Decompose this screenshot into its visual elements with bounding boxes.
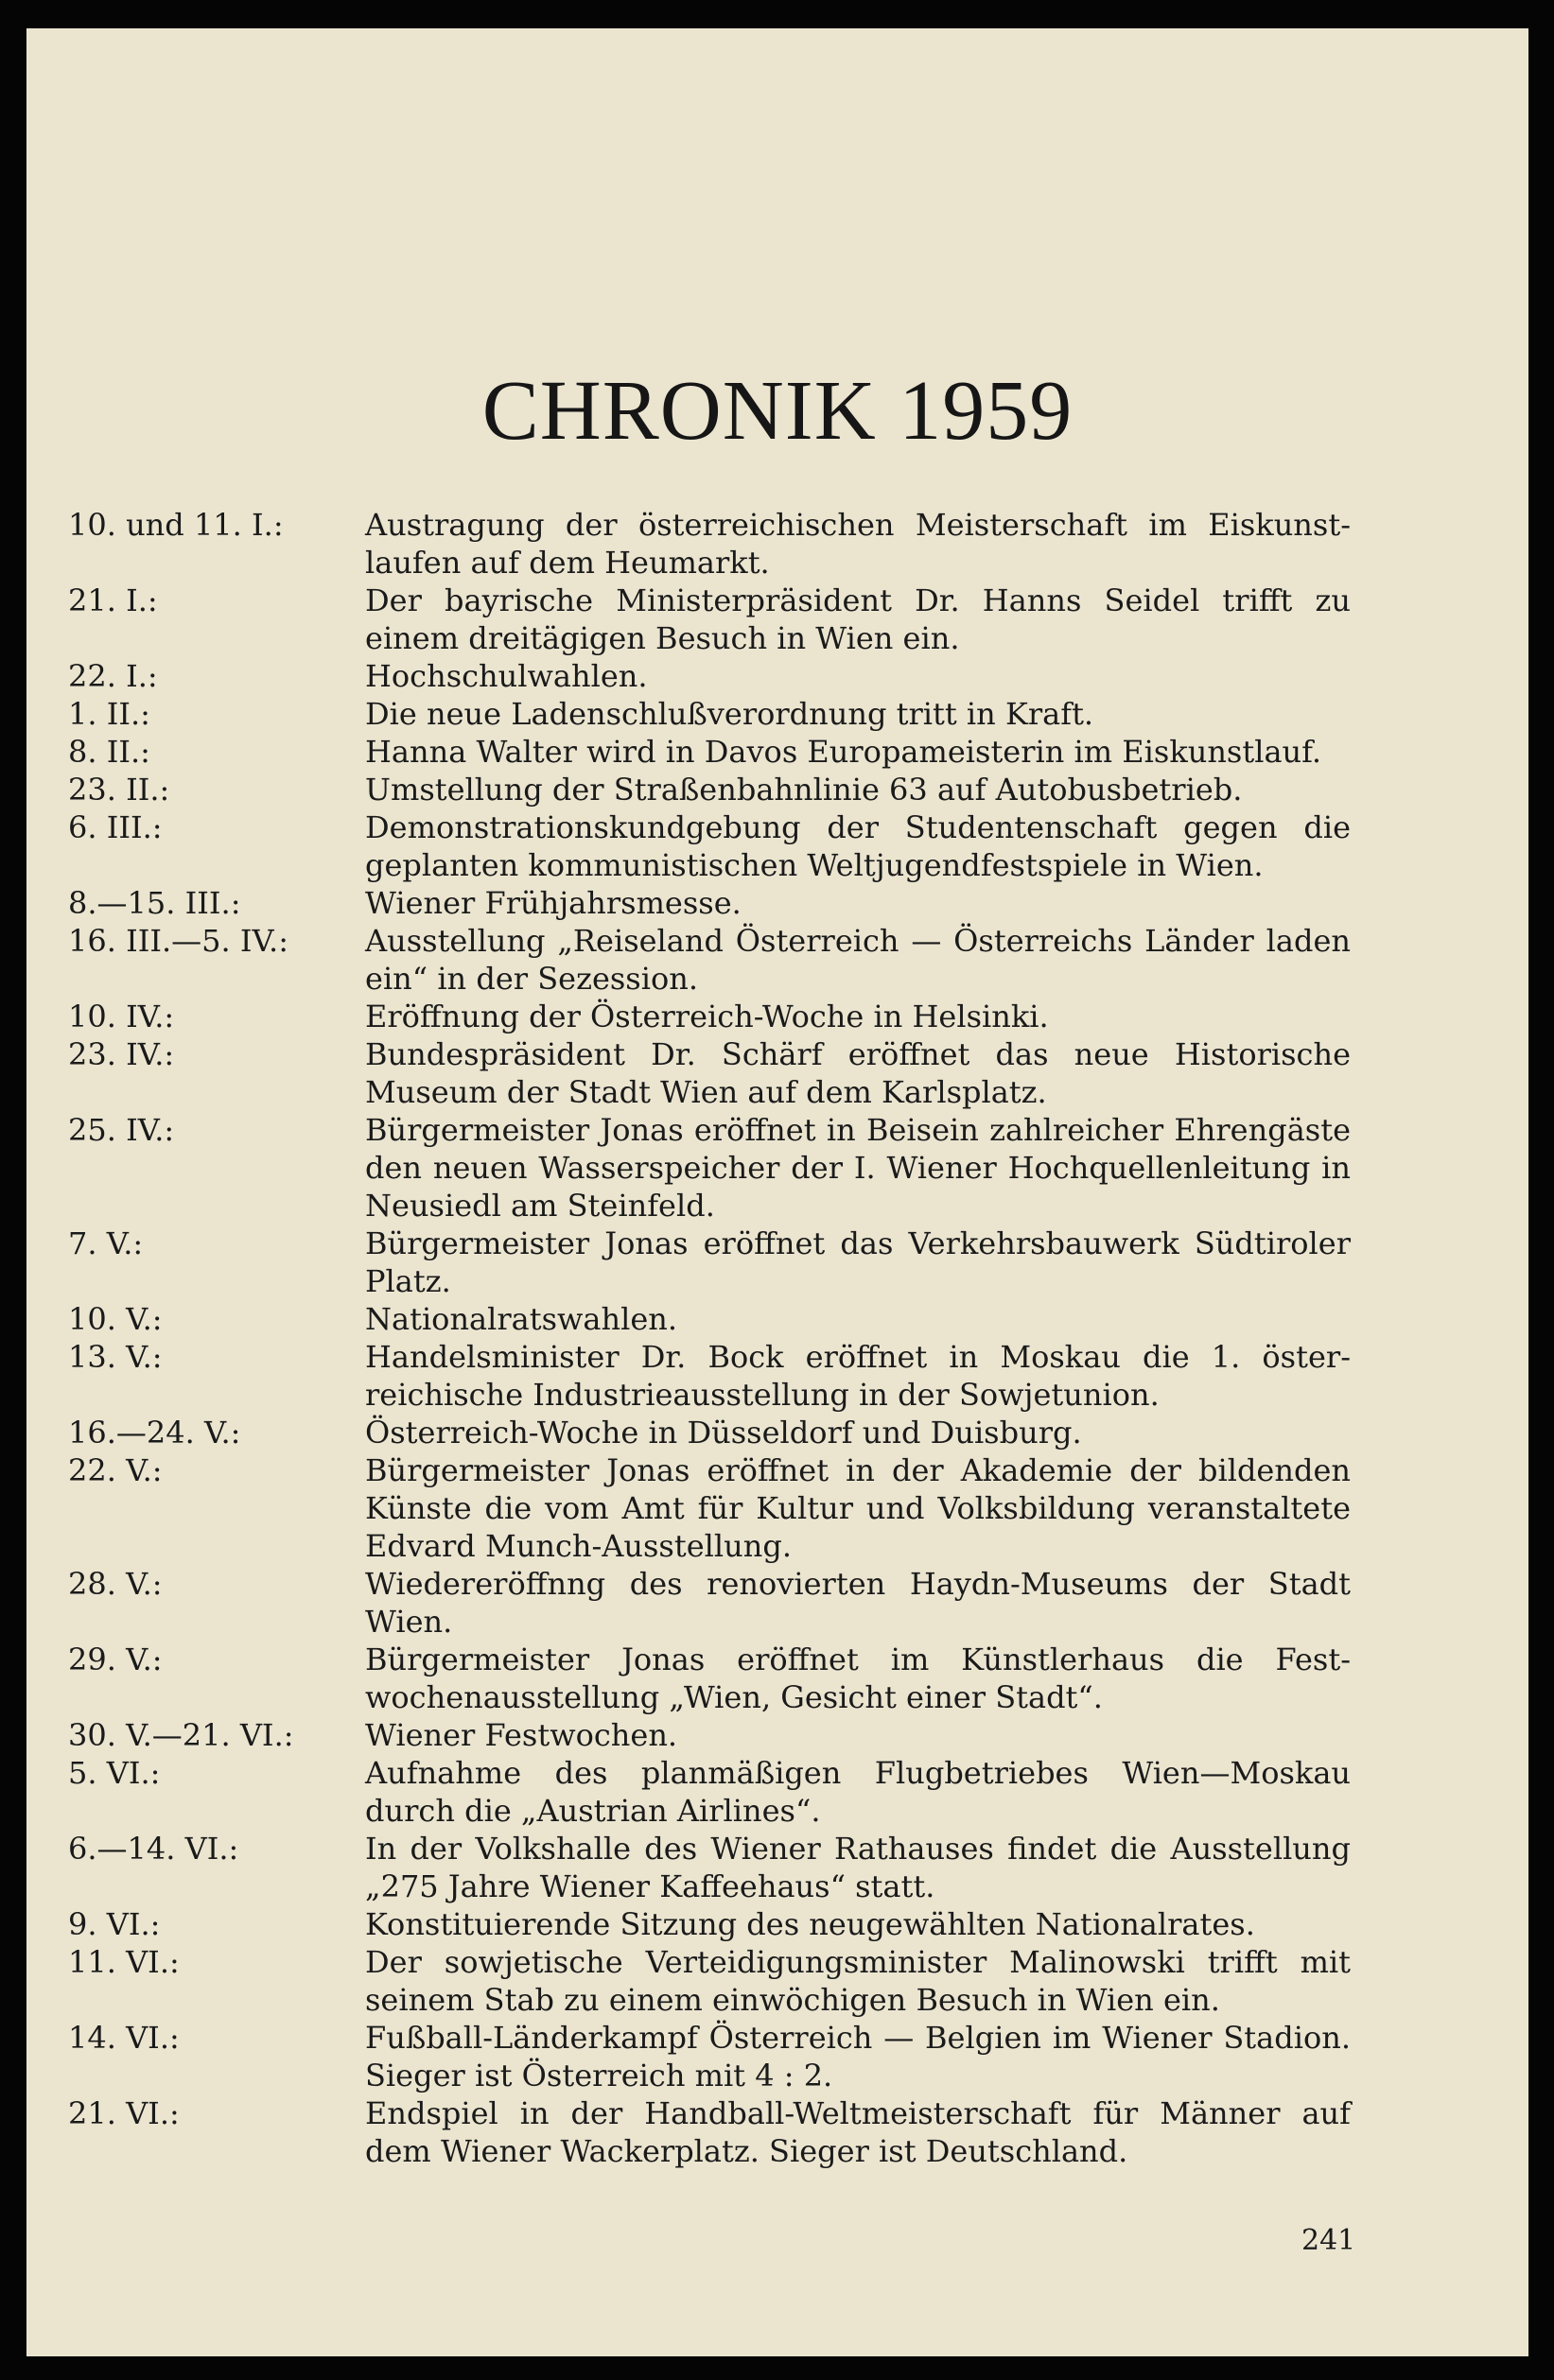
entry-text: Bundespräsident Dr. Schärf eröffnet das neue Historische Museum der Stadt Wien auf dem Karlsplatz. bbox=[365, 1036, 1351, 1110]
entry-text: Wiener Festwochen. bbox=[365, 1717, 678, 1753]
entry-text: Demonstrationskundgebung der Studentenschaft gegen die geplanten kommunistischen Weltjugendfestspiele in Wien. bbox=[365, 809, 1351, 883]
entry-text: Handelsminister Dr. Bock eröffnet in Moskau die 1. österreichische Industrieausstellung in der Sowjetunion. bbox=[365, 1339, 1351, 1413]
entry-text: Fußball-Länderkampf Österreich — Belgien im Wiener Stadion. Sieger ist Österreich mit 4 : 2. bbox=[365, 2020, 1351, 2093]
entry-date: 10. und 11. I.: bbox=[68, 507, 284, 543]
entry-date: 8. II.: bbox=[68, 734, 150, 770]
entry-date: 28. V.: bbox=[68, 1566, 163, 1602]
entry-text: Bürgermeister Jonas eröffnet im Künstlerhaus die Festwochenausstellung „Wien, Gesicht einer Stadt“. bbox=[365, 1642, 1351, 1715]
chronicle-entry bbox=[68, 506, 1392, 582]
chronicle-entry bbox=[68, 582, 1392, 657]
chronicle-entry bbox=[68, 1565, 1392, 1641]
entry-date: 13. V.: bbox=[68, 1339, 163, 1375]
entry-date: 25. IV.: bbox=[68, 1112, 175, 1148]
entry-date: 23. II.: bbox=[68, 772, 170, 808]
entry-date: 23. IV.: bbox=[68, 1036, 175, 1072]
chronicle-entry bbox=[68, 808, 1392, 884]
chronicle-entry bbox=[68, 657, 1392, 695]
entry-date: 21. I.: bbox=[68, 582, 158, 618]
entry-text: In der Volkshalle des Wiener Rathauses findet die Ausstellung „275 Jahre Wiener Kaffeehaus“ statt. bbox=[365, 1831, 1351, 1904]
chronicle-entry bbox=[68, 884, 1392, 922]
entry-date: 14. VI.: bbox=[68, 2020, 180, 2056]
chronicle-entry bbox=[68, 1111, 1392, 1225]
entry-text: Bürgermeister Jonas eröffnet in der Akademie der bildenden Künste die vom Amt für Kultur und Volksbildung veranstaltete Edvard Munch-Ausstellung. bbox=[365, 1452, 1351, 1564]
chronicle-entry bbox=[68, 1754, 1392, 1830]
entry-text: Konstituierende Sitzung des neugewählten Nationalrates. bbox=[365, 1906, 1255, 1942]
entry-date: 22. V.: bbox=[68, 1452, 163, 1488]
chronicle-entry bbox=[68, 1035, 1392, 1111]
chronicle-list bbox=[68, 506, 1392, 2170]
entry-text: Austragung der österreichischen Meisterschaft im Eiskunstlaufen auf dem Heumarkt. bbox=[365, 507, 1351, 581]
chronicle-entry bbox=[68, 771, 1392, 808]
entry-text: Ausstellung „Reiseland Österreich — Österreichs Länder laden ein“ in der Sezession. bbox=[365, 923, 1351, 997]
chronicle-entry bbox=[68, 1414, 1392, 1451]
chronicle-entry bbox=[68, 1905, 1392, 1943]
entry-date: 10. IV.: bbox=[68, 999, 175, 1034]
chronicle-entry bbox=[68, 998, 1392, 1035]
entry-text: Hochschulwahlen. bbox=[365, 658, 648, 694]
chronicle-entry bbox=[68, 922, 1392, 998]
entry-date: 29. V.: bbox=[68, 1642, 163, 1677]
entry-date: 5. VI.: bbox=[68, 1755, 161, 1791]
entry-text: Endspiel in der Handball-Weltmeisterschaft für Männer auf dem Wiener Wackerplatz. Sieger ist Deutschland. bbox=[365, 2095, 1351, 2169]
chronicle-entry bbox=[68, 1451, 1392, 1565]
entry-date: 16. III.—5. IV.: bbox=[68, 923, 288, 959]
chronicle-entry bbox=[68, 1225, 1392, 1300]
entry-text: Wiedereröffnng des renovierten Haydn-Museums der Stadt Wien. bbox=[365, 1566, 1351, 1640]
entry-text: Die neue Ladenschlußverordnung tritt in Kraft. bbox=[365, 696, 1094, 732]
entry-text: Hanna Walter wird in Davos Europameisterin im Eiskunstlauf. bbox=[365, 734, 1321, 770]
entry-date: 7. V.: bbox=[68, 1225, 144, 1261]
chronicle-entry bbox=[68, 1830, 1392, 1905]
entry-date: 30. V.—21. VI.: bbox=[68, 1717, 294, 1753]
entry-date: 10. V.: bbox=[68, 1301, 163, 1337]
chronicle-entry bbox=[68, 1641, 1392, 1716]
entry-date: 8.—15. III.: bbox=[68, 885, 241, 921]
entry-text: Österreich-Woche in Düsseldorf und Duisburg. bbox=[365, 1415, 1082, 1451]
entry-date: 11. VI.: bbox=[68, 1944, 180, 1980]
entry-text: Wiener Frühjahrsmesse. bbox=[365, 885, 742, 921]
entry-text: Eröffnung der Österreich-Woche in Helsinki. bbox=[365, 999, 1049, 1034]
entry-date: 21. VI.: bbox=[68, 2095, 180, 2131]
entry-date: 22. I.: bbox=[68, 658, 158, 694]
entry-text: Umstellung der Straßenbahnlinie 63 auf Autobusbetrieb. bbox=[365, 772, 1243, 808]
entry-date: 9. VI.: bbox=[68, 1906, 161, 1942]
entry-text: Aufnahme des planmäßigen Flugbetriebes Wien—Moskau durch die „Austrian Airlines“. bbox=[365, 1755, 1351, 1829]
page-number: 241 bbox=[1301, 2224, 1356, 2257]
chronicle-entry bbox=[68, 1300, 1392, 1338]
chronicle-entry bbox=[68, 1943, 1392, 2019]
entry-text: Bürgermeister Jonas eröffnet in Beisein zahlreicher Ehrengäste den neuen Wasserspeicher der I. Wiener Hochquellenleitung in Neusiedl am Steinfeld. bbox=[365, 1112, 1351, 1224]
entry-text: Nationalratswahlen. bbox=[365, 1301, 678, 1337]
chronicle-entry bbox=[68, 733, 1392, 771]
entry-text: Der bayrische Ministerpräsident Dr. Hanns Seidel trifft zu einem dreitägigen Besuch in Wien ein. bbox=[365, 582, 1351, 656]
entry-date: 6. III.: bbox=[68, 809, 163, 845]
entry-date: 1. II.: bbox=[68, 696, 150, 732]
chronicle-entry bbox=[68, 695, 1392, 733]
entry-text: Der sowjetische Verteidigungsminister Malinowski trifft mit seinem Stab zu einem einwöchigen Besuch in Wien ein. bbox=[365, 1944, 1351, 2018]
chronicle-entry bbox=[68, 2019, 1392, 2094]
entry-date: 16.—24. V.: bbox=[68, 1415, 241, 1451]
chronicle-entry bbox=[68, 1716, 1392, 1754]
entry-date: 6.—14. VI.: bbox=[68, 1831, 239, 1867]
document-page bbox=[26, 28, 1528, 2356]
entry-text: Bürgermeister Jonas eröffnet das Verkehrsbauwerk Südtiroler Platz. bbox=[365, 1225, 1351, 1299]
chronicle-entry bbox=[68, 2094, 1392, 2170]
page-title: CHRONIK 1959 bbox=[481, 364, 1074, 458]
chronicle-entry bbox=[68, 1338, 1392, 1414]
